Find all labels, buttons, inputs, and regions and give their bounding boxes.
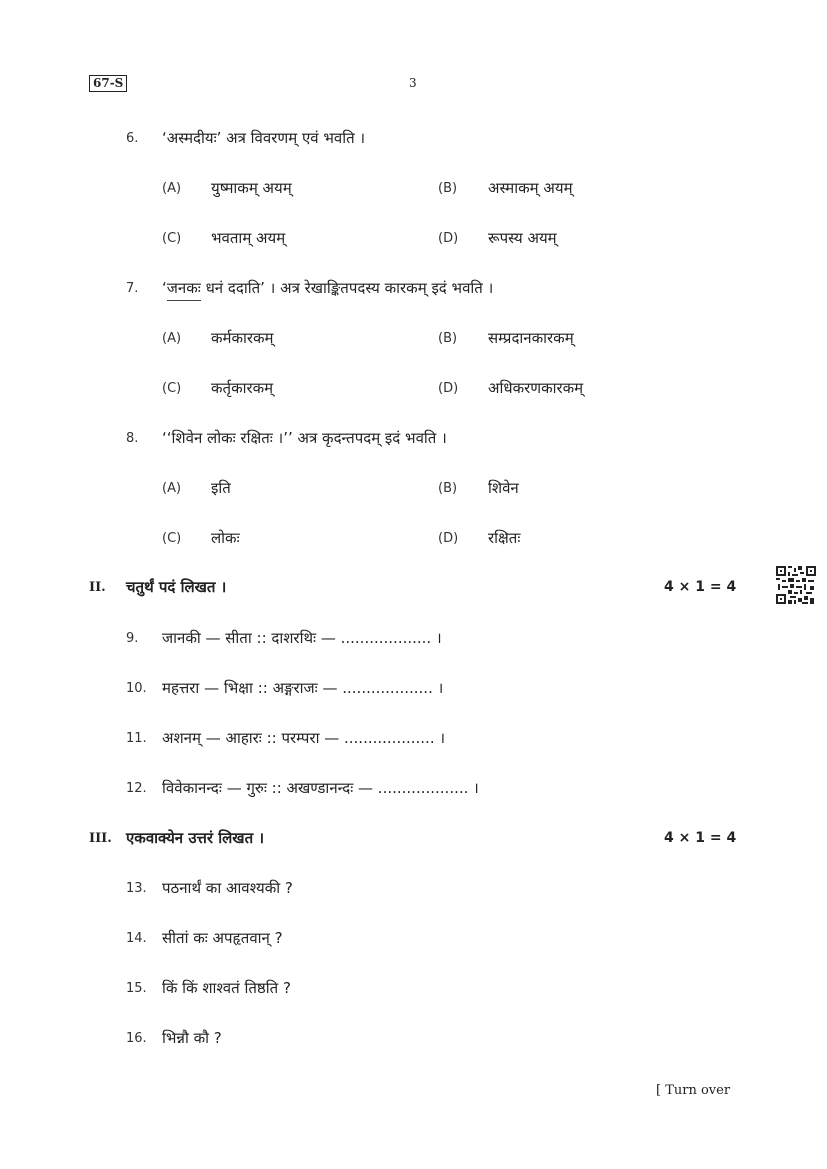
- option-text: अस्माकम् अयम्: [488, 179, 573, 197]
- question-text: [162, 278, 493, 298]
- question-text: किं किं शाश्वतं तिष्ठति ?: [162, 979, 291, 997]
- option-label: (A): [162, 481, 182, 496]
- question-text: ‘अस्मदीयः’ अत्र विवरणम् एवं भवति ।: [162, 129, 366, 147]
- question-number: 15.: [126, 981, 147, 996]
- underlined-word: जनकः: [167, 279, 201, 301]
- option-label: (C): [162, 231, 182, 246]
- option-text: इति: [211, 479, 231, 497]
- section-marks: 4 × 1 = 4: [664, 579, 737, 595]
- question-number: 16.: [126, 1031, 147, 1046]
- question-number: 13.: [126, 881, 147, 896]
- option-label: (D): [438, 531, 459, 546]
- question-text: सीतां कः अपहृतवान् ?: [162, 929, 283, 947]
- option-text: सम्प्रदानकारकम्: [488, 329, 574, 347]
- option-label: (A): [162, 331, 182, 346]
- option-label: (C): [162, 531, 182, 546]
- option-text: लोकः: [211, 529, 240, 547]
- section-title: चतुर्थं पदं लिखत ।: [126, 578, 227, 596]
- section-number: II.: [89, 580, 106, 595]
- option-label: (C): [162, 381, 182, 396]
- section-marks: 4 × 1 = 4: [664, 830, 737, 846]
- quote-mark: ‘: [162, 279, 167, 297]
- question-text: पठनार्थं का आवश्यकी ?: [162, 879, 293, 897]
- section-title: एकवाक्येन उत्तरं लिखत ।: [126, 829, 265, 847]
- option-text: शिवेन: [488, 479, 519, 497]
- section-number: III.: [89, 831, 112, 846]
- question-number: 6.: [126, 131, 139, 146]
- option-text: अधिकरणकारकम्: [488, 379, 584, 397]
- question-text: महत्तरा — भिक्षा :: अङ्गराजः — ................... ।: [162, 679, 444, 697]
- option-text: भवताम् अयम्: [211, 229, 286, 247]
- option-label: (B): [438, 331, 458, 346]
- option-label: (D): [438, 231, 459, 246]
- turn-over-note: [ Turn over: [656, 1083, 731, 1098]
- question-text: जानकी — सीता :: दाशरथिः — ................... ।: [162, 629, 442, 647]
- option-text: रक्षितः: [488, 529, 521, 547]
- option-label: (B): [438, 481, 458, 496]
- question-number: 10.: [126, 681, 147, 696]
- option-text: युष्माकम् अयम्: [211, 179, 292, 197]
- question-text: विवेकानन्दः — गुरुः :: अखण्डानन्दः — ................... ।: [162, 779, 479, 797]
- qr-code-icon: [776, 566, 816, 604]
- question-number: 7.: [126, 281, 139, 296]
- question-number: 12.: [126, 781, 147, 796]
- option-text: कर्तृकारकम्: [211, 379, 274, 397]
- question-number: 9.: [126, 631, 139, 646]
- question-text: अशनम् — आहारः :: परम्परा — ................... ।: [162, 729, 446, 747]
- question-text-rest: धनं ददाति’ । अत्र रेखाङ्कितपदस्य कारकम् इदं भवति ।: [200, 279, 494, 297]
- question-text: भिन्नौ कौ ?: [162, 1029, 222, 1047]
- option-label: (B): [438, 181, 458, 196]
- option-label: (D): [438, 381, 459, 396]
- question-number: 11.: [126, 731, 147, 746]
- question-text: ‘‘शिवेन लोकः रक्षितः ।’’ अत्र कृदन्तपदम् इदं भवति ।: [162, 429, 447, 447]
- option-text: रूपस्य अयम्: [488, 229, 557, 247]
- question-number: 14.: [126, 931, 147, 946]
- option-text: कर्मकारकम्: [211, 329, 274, 347]
- paper-code: 67-S: [89, 75, 127, 92]
- page-number: 3: [409, 76, 417, 90]
- question-number: 8.: [126, 431, 139, 446]
- option-label: (A): [162, 181, 182, 196]
